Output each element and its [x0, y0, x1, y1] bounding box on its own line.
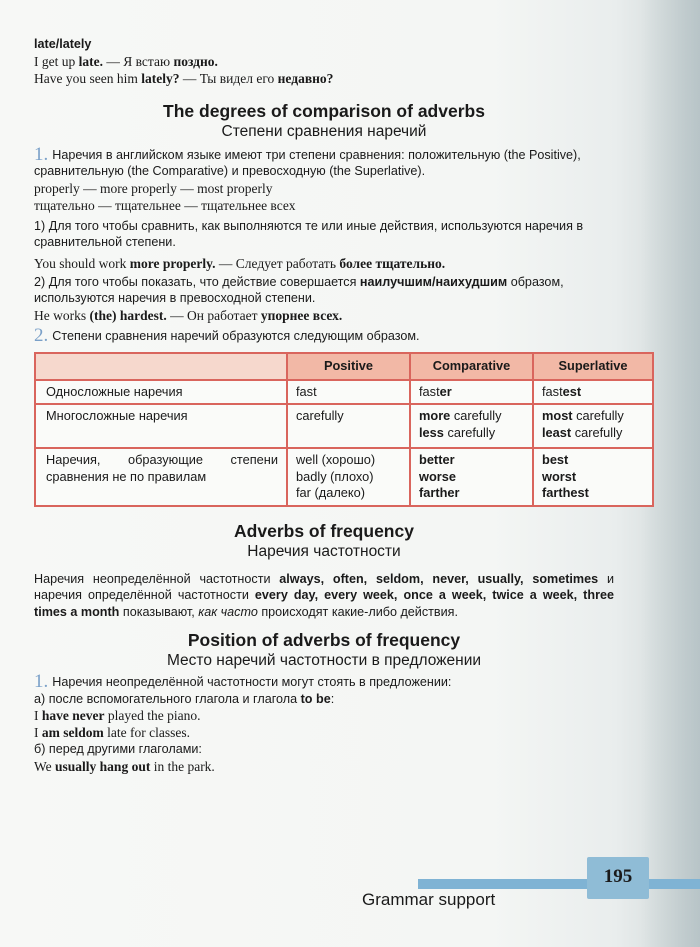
- table-row: [35, 380, 653, 405]
- frequency-section: [34, 521, 614, 621]
- degrees-paragraph-2: 1) Для того чтобы сравнить, как выполняются те или иные действия, используются наречия в сравнительной степени.: [34, 218, 584, 249]
- position-intro: 1. Наречия неопределённой частотности могут стоять в предложении:: [34, 671, 452, 692]
- position-section: [34, 630, 614, 775]
- table-header-blank: [35, 353, 287, 380]
- table-header-row: [35, 353, 653, 380]
- table-row: [35, 404, 653, 448]
- table-header-comparative: Comparative: [410, 353, 533, 380]
- position-heading-ru: Место наречий частотности в предложении: [166, 652, 482, 669]
- table-cell: better worse farther: [410, 448, 533, 506]
- table-cell: fast: [287, 380, 410, 405]
- table-cell: Многосложные наречия: [35, 404, 287, 448]
- table-row: [35, 448, 653, 506]
- frequency-heading-en: Adverbs of frequency: [234, 520, 414, 541]
- degrees-paragraph-1: 1. Наречия в английском языке имеют три степени сравнения: положительную (the Positive), сравнительную (the Comparative) и превосходную (the Superlative).: [34, 143, 581, 178]
- degrees-heading-en: The degrees of comparison of adverbs: [163, 100, 485, 121]
- table-cell: most carefully least carefully: [533, 404, 653, 448]
- frequency-heading-ru: Наречия частотности: [247, 542, 401, 560]
- degrees-heading-ru: Степени сравнения наречий: [221, 122, 427, 140]
- table-header-positive: Positive: [287, 353, 410, 380]
- table-cell: Наречия, образующие степени сравнения не по правилам: [35, 448, 287, 506]
- position-example-2: I am seldom late for classes.: [34, 725, 190, 740]
- frequency-paragraph: Наречия неопределённой частотности always, often, seldom, never, usually, sometimes и наречия определённой частотности every day, every week, once a week, twice a week, three times a month показывают, как часто происходят какие-либо действия.: [34, 571, 614, 619]
- comparison-table: [34, 352, 654, 507]
- position-example-3: We usually hang out in the park.: [34, 758, 215, 774]
- footer-section-title: Grammar support: [362, 890, 496, 909]
- table-cell: fastest: [533, 380, 653, 405]
- late-lately-title: late/lately: [34, 37, 92, 51]
- footer-bar: [418, 879, 700, 889]
- position-rule-b: б) перед другими глаголами:: [34, 742, 202, 756]
- table-cell: well (хорошо) badly (плохо) far (далеко): [287, 448, 410, 506]
- item-number: 1.: [34, 671, 49, 692]
- page-number: 195: [603, 866, 633, 887]
- degrees-example-comparative: You should work more properly. — Следует работать более тщательно.: [34, 255, 446, 271]
- position-heading-en: Position of adverbs of frequency: [187, 630, 461, 650]
- position-example-1: I have never played the piano.: [34, 708, 201, 723]
- degrees-example-en: properly — more properly — most properly: [34, 180, 273, 196]
- item-number: 2.: [34, 324, 49, 346]
- table-cell: more carefully less carefully: [410, 404, 533, 448]
- table-cell: Односложные наречия: [35, 380, 287, 405]
- degrees-example-ru: тщательно — тщательнее — тщательнее всех: [34, 197, 296, 213]
- position-rule-a: а) после вспомогательного глагола и глагола to be:: [34, 691, 335, 706]
- lately-example-2: Have you seen him lately? — Ты видел его недавно?: [34, 70, 334, 86]
- degrees-example-superlative: He works (the) hardest. — Он работает упорнее всех.: [34, 307, 343, 323]
- page-content: [34, 36, 628, 775]
- item-number: 1.: [34, 143, 49, 165]
- table-cell: best worst farthest: [533, 448, 653, 506]
- late-example-1: I get up late. — Я встаю поздно.: [34, 53, 218, 69]
- degrees-section: [34, 100, 628, 507]
- table-cell: carefully: [287, 404, 410, 448]
- degrees-paragraph-3: 2) Для того чтобы показать, что действие совершается наилучшим/наихудшим образом, используются наречия в превосходной степени.: [34, 274, 564, 305]
- table-header-superlative: Superlative: [533, 353, 653, 380]
- table-cell: faster: [410, 380, 533, 405]
- degrees-paragraph-4: 2. Степени сравнения наречий образуются следующим образом.: [34, 324, 420, 346]
- late-lately-block: [34, 36, 614, 87]
